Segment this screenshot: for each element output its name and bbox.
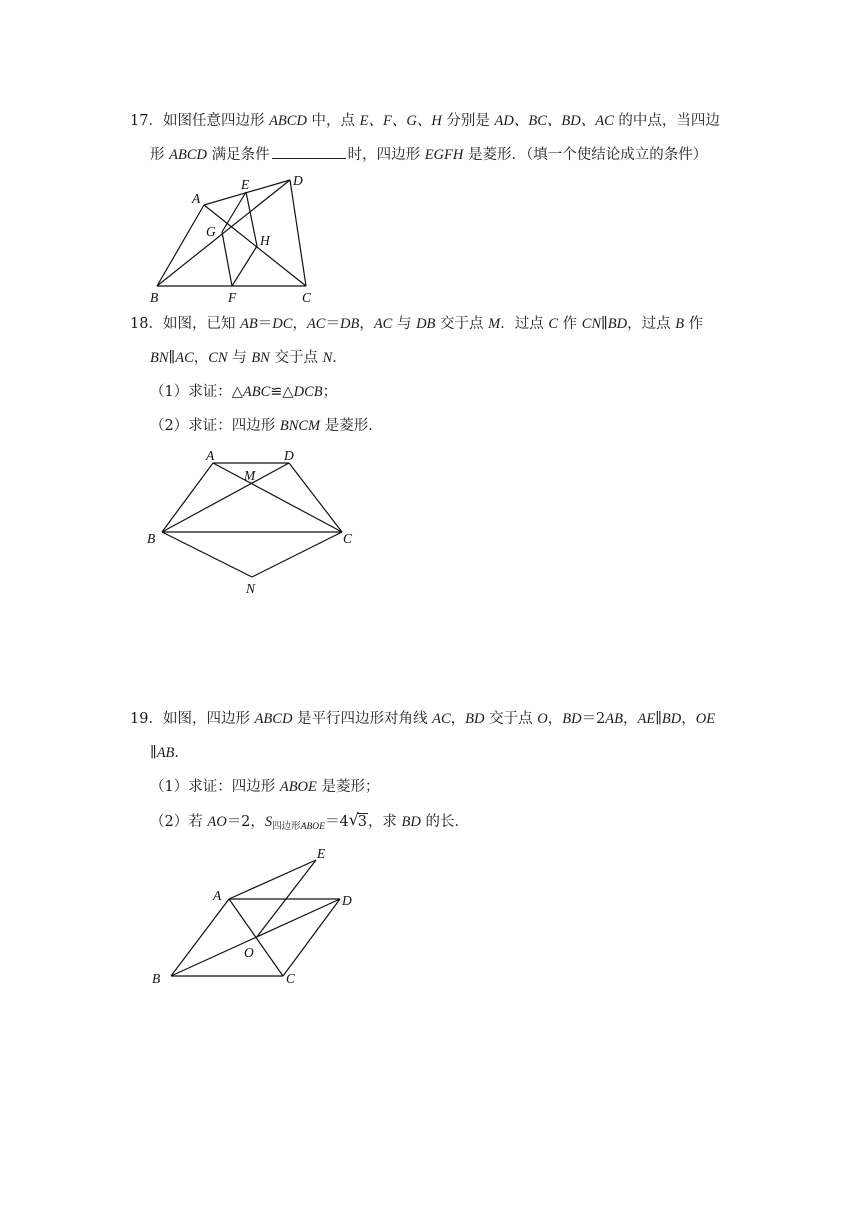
text: ＝2，	[226, 814, 265, 830]
text: ＝2	[581, 711, 606, 727]
point-label-E: E	[317, 846, 326, 861]
text: 中，点	[306, 113, 360, 129]
point-label-N: N	[246, 581, 256, 596]
segment-AE	[229, 860, 316, 899]
point-label-A: A	[213, 888, 222, 903]
text: 时，四边形	[347, 147, 425, 163]
text: ＝	[325, 316, 340, 332]
text: CN∥BD	[581, 316, 628, 332]
point-label-C: C	[343, 531, 353, 546]
text: 如图任意四边形	[162, 113, 270, 129]
text: ．	[332, 350, 347, 366]
text: OE	[695, 711, 716, 727]
text: BN	[251, 350, 270, 366]
text: DB	[339, 316, 360, 332]
text: 交于点	[484, 711, 538, 727]
text: ；	[322, 384, 338, 400]
point-label-M: M	[244, 468, 256, 483]
text: ABC	[242, 384, 271, 400]
text: ＝4	[324, 814, 349, 830]
text: ，	[292, 316, 307, 332]
text: EGFH	[424, 147, 464, 163]
text: （1）求证：四边形	[150, 779, 280, 795]
text: AB	[240, 316, 258, 332]
text: AC	[373, 316, 393, 332]
text: ABCD	[254, 711, 293, 727]
point-label-E: E	[241, 177, 250, 192]
text: （2）若	[150, 814, 208, 830]
point-label-D: D	[284, 448, 294, 463]
text: ，求	[367, 814, 402, 830]
point-label-C: C	[302, 290, 312, 305]
text: 分别是	[441, 113, 495, 129]
text: AO	[207, 814, 227, 830]
point-label-G: G	[206, 224, 216, 239]
text: M	[488, 316, 501, 332]
text: ∥AB	[150, 745, 175, 761]
text: BNCM	[279, 418, 321, 434]
text: 是菱形；	[316, 779, 380, 795]
text: ，	[547, 711, 563, 727]
text: 满足条件	[206, 147, 270, 163]
point-label-F: F	[228, 290, 237, 305]
point-label-A: A	[192, 191, 201, 206]
point-label-D: D	[293, 173, 303, 188]
text: 形	[150, 147, 170, 163]
text: BN∥AC	[150, 350, 194, 366]
text: （1）求证：△	[150, 384, 243, 400]
point-label-D: D	[342, 893, 352, 908]
text: DC	[272, 316, 293, 332]
text: CN	[208, 350, 228, 366]
text: ＝	[257, 316, 273, 332]
text: 交于点	[435, 316, 489, 332]
subscript: ABOE	[300, 822, 325, 832]
point-label-H: H	[260, 233, 270, 248]
text: 是菱形．（填一个使结论成立的条件）	[463, 147, 708, 163]
text: ．过点	[500, 316, 549, 332]
text: AC	[432, 711, 451, 727]
question-number: 19．	[130, 711, 163, 727]
text: C	[548, 316, 558, 332]
area-symbol: S	[264, 814, 273, 830]
text: DB	[416, 316, 436, 332]
question-number: 17．	[130, 113, 163, 129]
text: N	[322, 350, 333, 366]
segment-CD	[283, 899, 340, 976]
diagonal-BD	[171, 899, 340, 976]
point-label-A: A	[206, 448, 215, 463]
text: 的长．	[420, 814, 469, 830]
text: 是平行四边形对角线	[292, 711, 433, 727]
text: BD	[562, 711, 582, 727]
text: ，	[450, 711, 466, 727]
text: O	[537, 711, 548, 727]
text: AB	[605, 711, 624, 727]
text: ，	[623, 711, 638, 727]
text: ，	[359, 316, 374, 332]
point-label-B: B	[150, 290, 159, 305]
text: ≌△	[270, 384, 294, 400]
point-label-B: B	[147, 531, 156, 546]
text: ，	[193, 350, 209, 366]
text: AD、BC、BD、AC	[494, 113, 614, 129]
question-number: 18．	[130, 316, 163, 332]
text: 与	[392, 316, 417, 332]
text: ，	[681, 711, 696, 727]
point-label-B: B	[152, 971, 161, 986]
text: BD	[465, 711, 485, 727]
text: BD	[401, 814, 421, 830]
point-label-O: O	[244, 945, 254, 960]
text: ABCD	[269, 113, 307, 129]
text: ．	[174, 745, 189, 761]
radical-sign: √	[348, 810, 359, 829]
text: ABCD	[169, 147, 207, 163]
text: ，过点	[627, 316, 676, 332]
point-label-C: C	[286, 971, 296, 986]
text: 如图，四边形	[162, 711, 255, 727]
text: AC	[306, 316, 326, 332]
segment-AB	[171, 899, 229, 976]
text: AE∥BD	[637, 711, 682, 727]
text: 作	[684, 316, 704, 332]
text: 与	[227, 350, 252, 366]
text: 交于点	[269, 350, 323, 366]
text: E、F、G、H	[359, 113, 442, 129]
text: ABOE	[279, 779, 317, 795]
radicand: 3	[357, 814, 367, 830]
text: B	[675, 316, 685, 332]
text: 如图，已知	[162, 316, 241, 332]
text: DCB	[293, 384, 323, 400]
text: （2）求证：四边形	[150, 418, 280, 434]
subscript: 四边形	[272, 821, 301, 832]
text: 是菱形．	[320, 418, 383, 434]
text: 作	[558, 316, 582, 332]
text: 的中点，当四边	[613, 113, 720, 129]
